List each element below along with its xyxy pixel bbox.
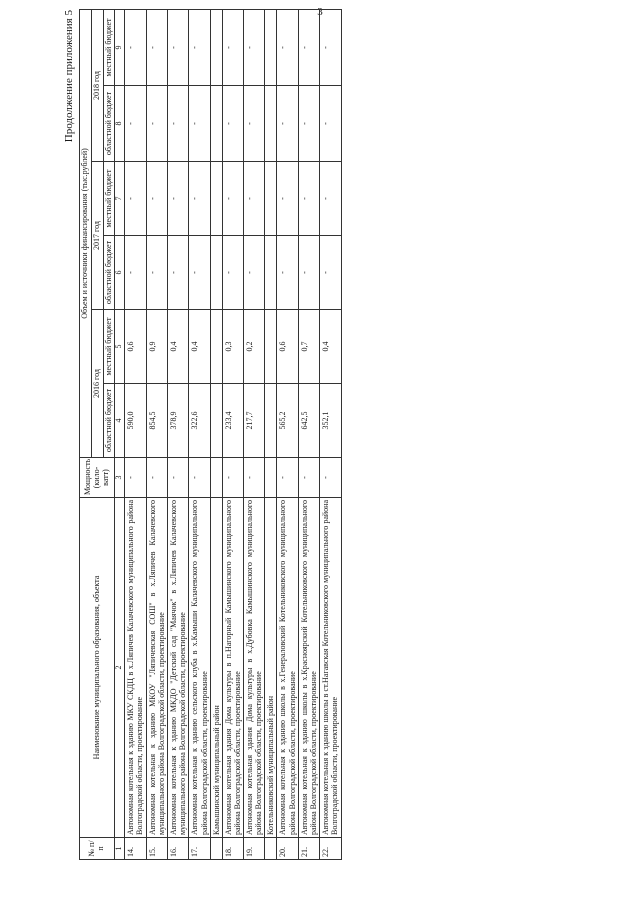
header-local-2017: местный бюджет xyxy=(103,162,115,236)
value-cell: - xyxy=(244,86,265,162)
section-num-cell xyxy=(265,838,277,860)
row-number: 14. xyxy=(125,838,146,860)
value-cell: - xyxy=(277,236,298,310)
empty-cell xyxy=(265,236,277,310)
empty-cell xyxy=(210,384,222,458)
empty-cell xyxy=(210,236,222,310)
value-cell: - xyxy=(146,9,167,85)
value-cell: 0,2 xyxy=(244,310,265,384)
header-year-2018: 2018 год xyxy=(91,9,103,161)
empty-cell xyxy=(210,310,222,384)
value-cell: 0,4 xyxy=(320,310,341,384)
empty-cell xyxy=(210,162,222,236)
empty-cell xyxy=(265,162,277,236)
power-cell: - xyxy=(298,458,319,498)
value-cell: - xyxy=(244,9,265,85)
object-name: Автономная котельная здания Дома культуры в х.Дубовка Камышинского муниципального района Волгоградской области, проектирование xyxy=(244,498,265,838)
table-row xyxy=(277,9,298,859)
value-cell: 0,6 xyxy=(125,310,146,384)
value-cell: - xyxy=(189,162,210,236)
value-cell: 233,4 xyxy=(222,384,243,458)
header-year-2017: 2017 год xyxy=(91,162,103,310)
section-row xyxy=(265,9,277,859)
value-cell: 0,9 xyxy=(146,310,167,384)
row-number: 17. xyxy=(189,838,210,860)
column-number: 1 xyxy=(115,838,125,860)
value-cell: - xyxy=(244,162,265,236)
value-cell: - xyxy=(167,9,188,85)
table-row xyxy=(125,9,146,859)
power-cell: - xyxy=(320,458,341,498)
value-cell: - xyxy=(298,9,319,85)
row-number: 19. xyxy=(244,838,265,860)
value-cell: - xyxy=(222,86,243,162)
row-number: 18. xyxy=(222,838,243,860)
value-cell: - xyxy=(277,9,298,85)
empty-cell xyxy=(265,9,277,85)
empty-cell xyxy=(265,86,277,162)
empty-cell xyxy=(210,458,222,498)
header-regional-2016: областной бюджет xyxy=(103,384,115,458)
value-cell: - xyxy=(298,162,319,236)
value-cell: 0,6 xyxy=(277,310,298,384)
value-cell: - xyxy=(146,162,167,236)
header-year-2016: 2016 год xyxy=(91,310,103,458)
value-cell: - xyxy=(277,86,298,162)
value-cell: 378,9 xyxy=(167,384,188,458)
empty-cell xyxy=(265,458,277,498)
column-number: 3 xyxy=(115,458,125,498)
column-number: 6 xyxy=(115,236,125,310)
value-cell: - xyxy=(320,236,341,310)
row-number: 16. xyxy=(167,838,188,860)
column-number: 2 xyxy=(115,498,125,838)
value-cell: 0,3 xyxy=(222,310,243,384)
column-number: 8 xyxy=(115,86,125,162)
value-cell: - xyxy=(320,86,341,162)
value-cell: 217,7 xyxy=(244,384,265,458)
value-cell: - xyxy=(146,86,167,162)
power-cell: - xyxy=(189,458,210,498)
row-number: 15. xyxy=(146,838,167,860)
table-row xyxy=(189,9,210,859)
value-cell: - xyxy=(167,236,188,310)
object-name: Автономная котельная к зданию сельского клуба в х.Камыши Калачевского муниципального района Волгоградской области, проектирование xyxy=(189,498,210,838)
header-power: Мощность (кило-ватт) xyxy=(80,458,115,498)
value-cell: - xyxy=(125,236,146,310)
header-regional-2017: областной бюджет xyxy=(103,236,115,310)
table-row xyxy=(244,9,265,859)
object-name: Автономная котельная здания Дома культуры в п.Нагорный Камышинского муниципального района Волгоградской области, проектирование xyxy=(222,498,243,838)
table-row xyxy=(146,9,167,859)
row-number: 21. xyxy=(298,838,319,860)
empty-cell xyxy=(210,86,222,162)
section-title: Котельниковский муниципальный район xyxy=(265,498,277,838)
value-cell: - xyxy=(167,86,188,162)
value-cell: - xyxy=(222,9,243,85)
value-cell: - xyxy=(298,236,319,310)
column-number: 5 xyxy=(115,310,125,384)
table-row xyxy=(222,9,243,859)
object-name: Автономная котельная к зданию школы в х.Генераловский Котельниковского муниципального района Волгоградской области, проектирование xyxy=(277,498,298,838)
power-cell: - xyxy=(222,458,243,498)
column-number: 9 xyxy=(115,9,125,85)
header-name: Наименование муниципального образования, объекта xyxy=(80,498,115,838)
section-title: Камышинский муниципальный район xyxy=(210,498,222,838)
row-number: 20. xyxy=(277,838,298,860)
value-cell: - xyxy=(244,236,265,310)
header-regional-2018: областной бюджет xyxy=(103,86,115,162)
value-cell: 854,5 xyxy=(146,384,167,458)
value-cell: - xyxy=(125,86,146,162)
row-number: 22. xyxy=(320,838,341,860)
value-cell: - xyxy=(320,9,341,85)
power-cell: - xyxy=(146,458,167,498)
object-name: Автономная котельная к зданию школы в х.Красноярский Котельниковского муниципального района Волгоградской области, проектирование xyxy=(298,498,319,838)
value-cell: 352,1 xyxy=(320,384,341,458)
value-cell: - xyxy=(125,9,146,85)
value-cell: - xyxy=(146,236,167,310)
value-cell: 0,4 xyxy=(167,310,188,384)
object-name: Автономная котельная к зданию школы в ст.Нагавская Котельниковского муниципального района Волгоградской области, проектирование xyxy=(320,498,341,838)
funding-table xyxy=(79,9,342,860)
value-cell: - xyxy=(189,236,210,310)
table-row xyxy=(320,9,341,859)
empty-cell xyxy=(210,9,222,85)
power-cell: - xyxy=(125,458,146,498)
section-num-cell xyxy=(210,838,222,860)
header-num: № п/п xyxy=(80,838,115,860)
table-row xyxy=(167,9,188,859)
object-name: Автономная котельная к зданию МКУ СКДЦ в х.Ляпичев Калачевского муниципального района Волгоградской области, проектирование xyxy=(125,498,146,838)
header-funding: Объем и источники финансирования (тыс.рублей) xyxy=(80,9,92,457)
table-body xyxy=(125,9,341,859)
value-cell: - xyxy=(189,86,210,162)
page-number: 3 xyxy=(317,6,323,18)
value-cell: - xyxy=(320,162,341,236)
power-cell: - xyxy=(277,458,298,498)
value-cell: - xyxy=(125,162,146,236)
value-cell: 0,4 xyxy=(189,310,210,384)
value-cell: 0,7 xyxy=(298,310,319,384)
value-cell: 590,0 xyxy=(125,384,146,458)
value-cell: - xyxy=(222,162,243,236)
header-local-2018: местный бюджет xyxy=(103,9,115,85)
value-cell: 642,5 xyxy=(298,384,319,458)
column-number-row xyxy=(115,9,125,859)
power-cell: - xyxy=(244,458,265,498)
continuation-label: Продолжение приложения 5 xyxy=(63,10,75,143)
value-cell: - xyxy=(222,236,243,310)
value-cell: - xyxy=(298,86,319,162)
section-row xyxy=(210,9,222,859)
value-cell: - xyxy=(277,162,298,236)
object-name: Автономная котельная к зданию МКДО "Детский сад "Маячок" в х.Ляпичев Калачевского муниципального района Волгоградской области, проектирование xyxy=(167,498,188,838)
value-cell: 565,2 xyxy=(277,384,298,458)
column-number: 4 xyxy=(115,384,125,458)
value-cell: - xyxy=(167,162,188,236)
header-local-2016: местный бюджет xyxy=(103,310,115,384)
table-row xyxy=(298,9,319,859)
empty-cell xyxy=(265,310,277,384)
empty-cell xyxy=(265,384,277,458)
value-cell: 322,6 xyxy=(189,384,210,458)
value-cell: - xyxy=(189,9,210,85)
object-name: Автономная котельная к зданию МКОУ "Ляпичевская СОШ" в х.Ляпичев Калачевского муниципального района Волгоградской области, проектирование xyxy=(146,498,167,838)
column-number: 7 xyxy=(115,162,125,236)
rotated-page-content xyxy=(57,10,612,860)
power-cell: - xyxy=(167,458,188,498)
